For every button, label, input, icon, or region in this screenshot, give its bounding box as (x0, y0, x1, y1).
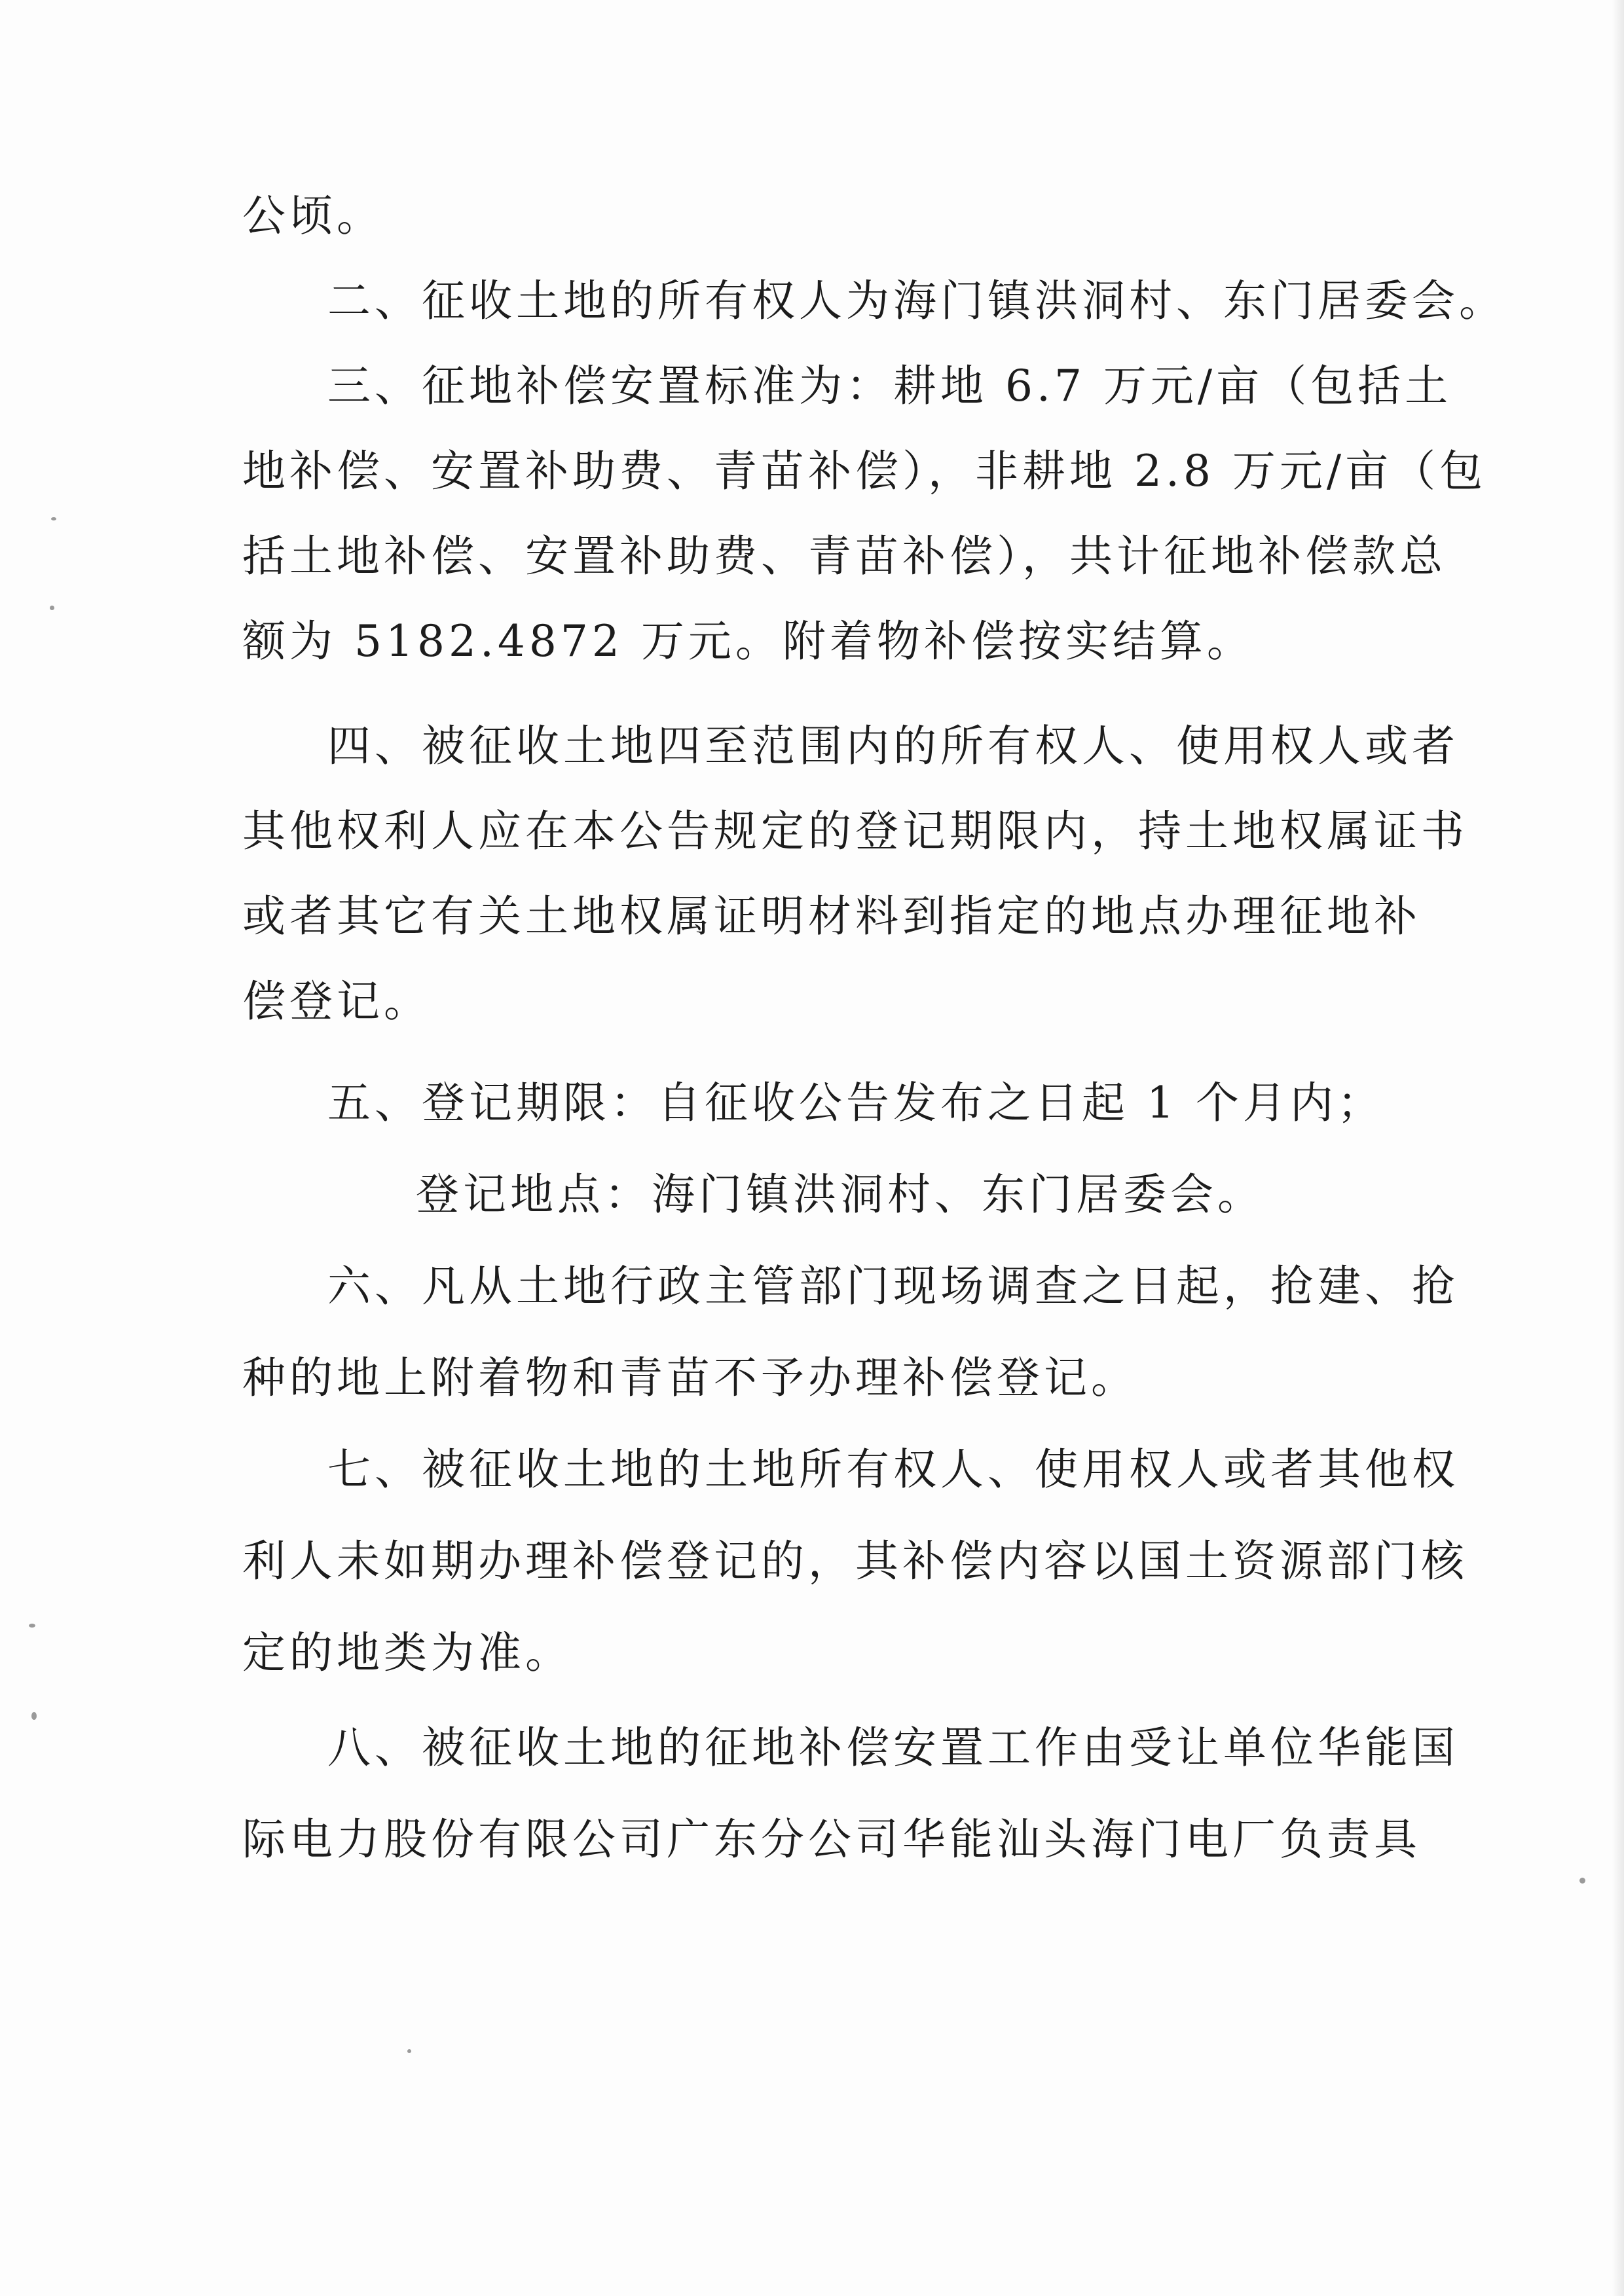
text-line-11: 五、登记期限：自征收公告发布之日起 1 个月内； (327, 1078, 1384, 1128)
text-line-14: 种的地上附着物和青苗不予办理补偿登记。 (242, 1353, 1138, 1403)
scan-edge-shade (1612, 0, 1624, 2296)
text-line-18: 八、被征收土地的征地补偿安置工作由受让单位华能国 (327, 1722, 1459, 1773)
scan-speck (29, 1624, 35, 1628)
text-line-6: 额为 5182.4872 万元。附着物补偿按实结算。 (242, 616, 1254, 666)
scan-speck (31, 1712, 37, 1720)
text-line-13: 六、凡从土地行政主管部门现场调查之日起，抢建、抢 (327, 1261, 1459, 1311)
text-line-10: 偿登记。 (242, 976, 431, 1027)
text-line-8: 其他权利人应在本公告规定的登记期限内，持土地权属证书 (242, 806, 1468, 856)
scan-speck (407, 2049, 411, 2053)
text-line-2: 二、征收土地的所有权人为海门镇洪洞村、东门居委会。 (327, 276, 1506, 326)
scan-speck (51, 517, 56, 520)
text-line-16: 利人未如期办理补偿登记的，其补偿内容以国土资源部门核 (242, 1536, 1468, 1586)
text-line-7: 四、被征收土地四至范围内的所有权人、使用权人或者 (327, 721, 1459, 771)
text-line-12: 登记地点：海门镇洪洞村、东门居委会。 (416, 1169, 1264, 1220)
scan-speck (50, 606, 54, 610)
text-line-5: 括土地补偿、安置补助费、青苗补偿），共计征地补偿款总 (242, 531, 1447, 581)
text-line-15: 七、被征收土地的土地所有权人、使用权人或者其他权 (327, 1444, 1459, 1495)
text-line-9: 或者其它有关土地权属证明材料到指定的地点办理征地补 (242, 891, 1421, 941)
text-line-3: 三、征地补偿安置标准为：耕地 6.7 万元/亩（包括土 (327, 361, 1452, 411)
scan-speck (1579, 1878, 1585, 1884)
text-line-1: 公顷。 (242, 191, 384, 241)
text-line-17: 定的地类为准。 (242, 1628, 572, 1678)
text-line-19: 际电力股份有限公司广东分公司华能汕头海门电厂负责具 (242, 1814, 1421, 1865)
text-line-4: 地补偿、安置补助费、青苗补偿），非耕地 2.8 万元/亩（包 (242, 446, 1487, 496)
